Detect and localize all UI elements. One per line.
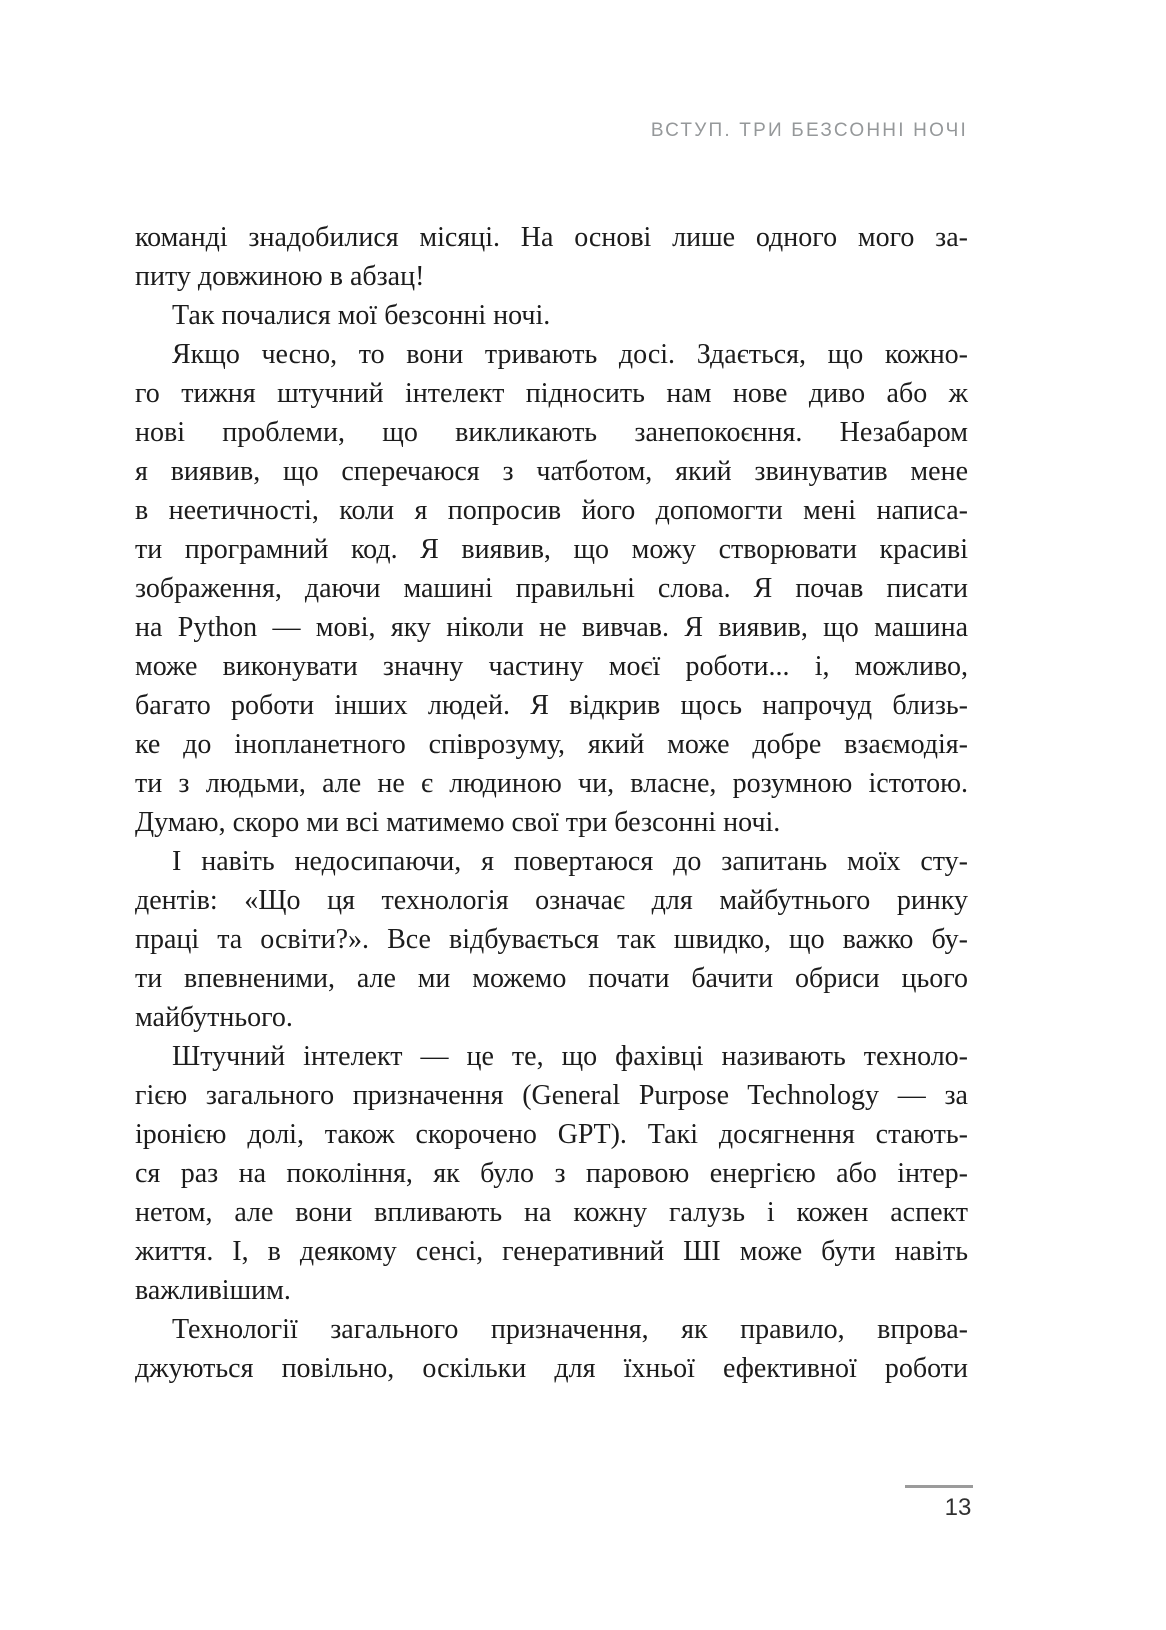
paragraph — [135, 218, 968, 296]
text-line: нетом, але вони впливають на кожну галузь і кожен аспект — [135, 1197, 968, 1228]
running-header: ВСТУП. ТРИ БЕЗСОННІ НОЧІ — [650, 120, 968, 141]
text-line: майбутнього. — [135, 1002, 293, 1033]
text-line: в неетичності, коли я попросив його допомогти мені написа- — [135, 495, 968, 526]
text-line: го тижня штучний інтелект підносить нам нове диво або ж — [135, 378, 968, 409]
paragraph — [135, 296, 968, 335]
text-line: ти впевненими, але ми можемо почати бачити обриси цього — [135, 963, 968, 994]
text-line: праці та освіти?». Все відбувається так швидко, що важко бу- — [135, 924, 968, 955]
paragraph — [135, 842, 968, 1037]
text-line: джуються повільно, оскільки для їхньої ефективної роботи — [135, 1353, 968, 1384]
page-number: 13 — [944, 1494, 972, 1521]
text-line: дентів: «Що ця технологія означає для майбутнього ринку — [135, 885, 968, 916]
footer-rule — [905, 1485, 973, 1488]
text-line: я виявив, що сперечаюся з чатботом, який звинуватив мене — [135, 456, 968, 487]
text-line: ти програмний код. Я виявив, що можу створювати красиві — [135, 534, 968, 565]
text-line: Так почалися мої безсонні ночі. — [172, 300, 551, 331]
paragraph — [135, 335, 968, 842]
text-line: Технології загального призначення, як правило, впрова- — [172, 1314, 968, 1345]
text-line: команді знадобилися місяці. На основі лише одного мого за- — [135, 222, 968, 253]
text-line: багато роботи інших людей. Я відкрив щось напрочуд близь- — [135, 690, 968, 721]
text-line: Якщо чесно, то вони тривають досі. Здається, що кожно- — [172, 339, 968, 370]
text-line: іронією долі, також скорочено GPT). Такі досягнення стають- — [135, 1119, 968, 1150]
text-line: Думаю, скоро ми всі матимемо свої три безсонні ночі. — [135, 807, 781, 838]
body-text — [135, 218, 968, 1388]
text-line: І навіть недосипаючи, я повертаюся до запитань моїх сту- — [172, 846, 968, 877]
text-line: на Python — мові, яку ніколи не вивчав. Я виявив, що машина — [135, 612, 968, 643]
text-line: важливішим. — [135, 1275, 291, 1306]
text-line: ке до інопланетного співрозуму, який може добре взаємодія- — [135, 729, 968, 760]
text-line: зображення, даючи машині правильні слова. Я почав писати — [135, 573, 968, 604]
text-line: життя. І, в деякому сенсі, генеративний ШІ може бути навіть — [135, 1236, 968, 1267]
text-line: ти з людьми, але не є людиною чи, власне, розумною істотою. — [135, 768, 968, 799]
text-line: Штучний інтелект — це те, що фахівці називають техноло- — [172, 1041, 968, 1072]
text-line: нові проблеми, що викликають занепокоєння. Незабаром — [135, 417, 968, 448]
text-line: ся раз на покоління, як було з паровою енергією або інтер- — [135, 1158, 968, 1189]
text-line: може виконувати значну частину моєї роботи... і, можливо, — [135, 651, 968, 682]
text-line: гією загального призначення (General Purpose Technology — за — [135, 1080, 968, 1111]
text-line: питу довжиною в абзац! — [135, 261, 425, 292]
paragraph — [135, 1310, 968, 1388]
paragraph — [135, 1037, 968, 1310]
